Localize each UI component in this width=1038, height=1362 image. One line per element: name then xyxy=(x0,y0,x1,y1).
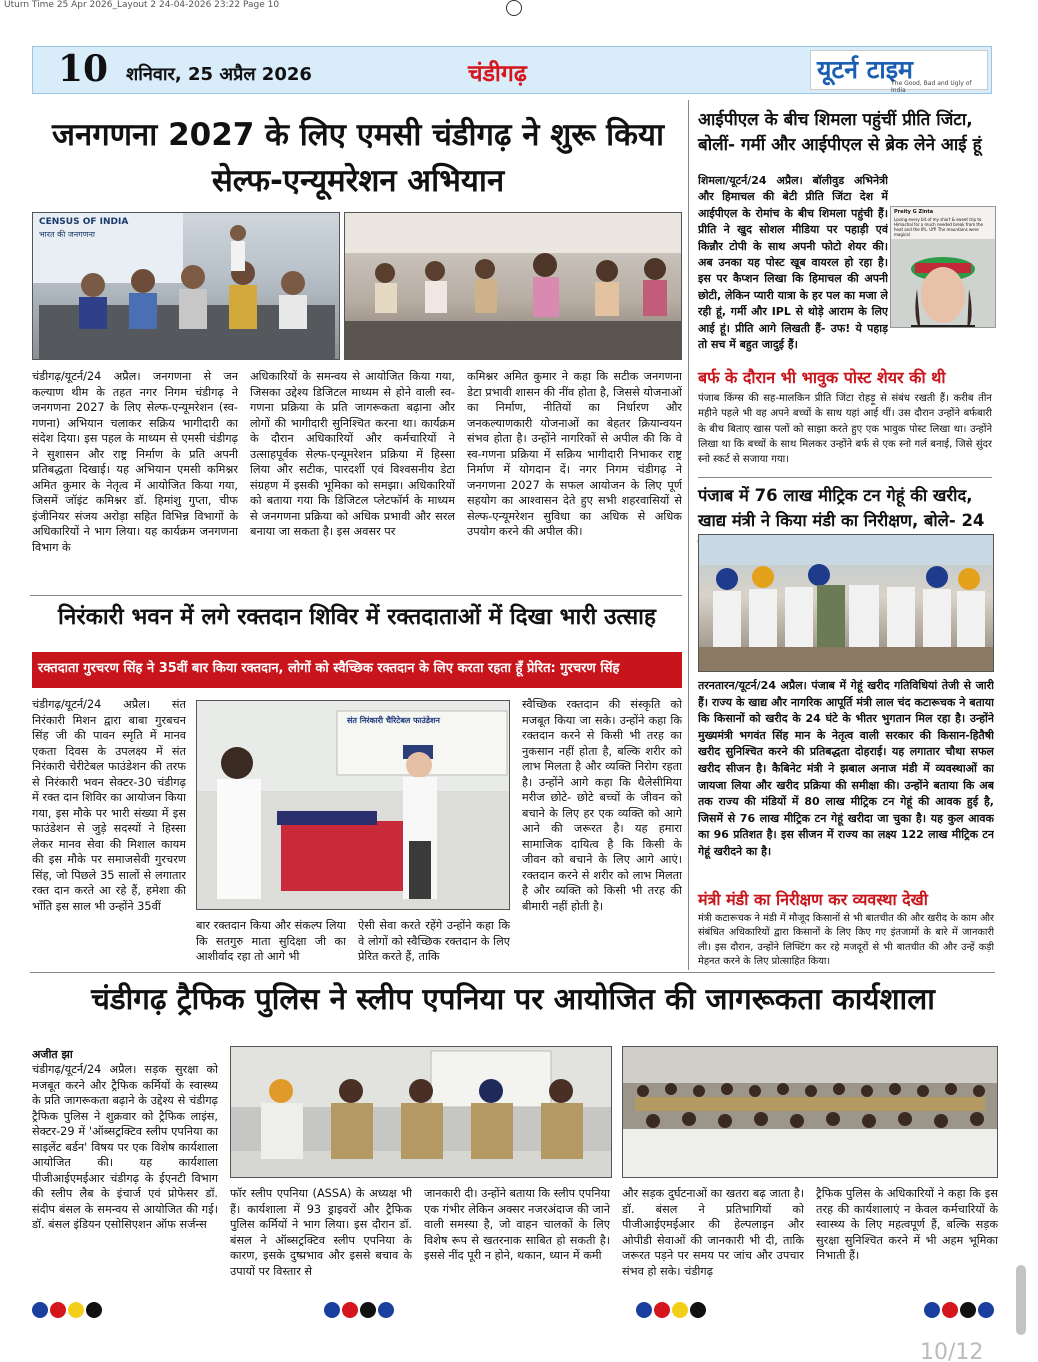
story4-col3: ऐसी सेवा करते रहेंगे उन्होंने कहा कि वे लोगों को स्वैच्छिक रक्तदान के लिए प्रेरित करते हैं, ताकि xyxy=(358,919,510,963)
registration-mark-icon xyxy=(506,0,522,16)
story5-col3: जानकारी दी। उन्होंने बताया कि स्लीप एपनिया एक गंभीर लेकिन अक्सर नजरअंदाज की जाने वाली समस्या है, जो वाहन चालकों के लिए विशेष रूप से खतरनाक साबित हो सकती है। इससे नींद पूरी न होने, थकान, ध्यान में कमी xyxy=(424,1187,610,1262)
story1-col3: कमिश्नर अमित कुमार ने कहा कि सटीक जनगणना डेटा प्रभावी शासन की नींव होता है, जिससे योजनाओं का निर्माण, नीतियों का निर्धारण और जनकल्याणकारी योजनाओं का बेहतर क्रियान्वयन संभव होता है। उन्होंने नागरिकों से अपील की कि वे स्व-गणना प्रक्रिया में सक्रिय भागीदारी निभाकर राष्ट्र निर्माण में योगदान दें। नगर निगम चंडीगढ़ ने जनगणना 2027 के सफल आयोजन के लिए पूर्ण सहयोग का आश्वासन देते हुए सभी शहरवासियों से सेल्फ-एन्यूमरेशन सुविधा का अधिक से अधिक उपयोग करने की अपील की। xyxy=(467,370,682,538)
census-banner-hi: भारत की जनगणना xyxy=(39,230,96,239)
photo-banner-text: संत निरंकारी चैरिटेबल फाउंडेशन xyxy=(347,716,440,725)
story3-body: तरनतारन/यूटर्न/24 अप्रैल। पंजाब में गेहूं खरीद गतिविधियां तेजी से जारी हैं। राज्य के खाद्य और नागरिक आपूर्ति मंत्री लाल चंद कटारूचक ने बताया कि किसानों को खरीद के 24 घंटे के भीतर भुगतान मिल रहा है। उन्होंने मुख्यमंत्री भगवंत सिंह मान के नेतृत्व वाली सरकार की किसान-हितैषी खरीद सुनिश्चित करने की प्रतिबद्धता दोहराई। यह लगातार चौथा सफल खरीद सीजन है। कैबिनेट मंत्री ने झबाल अनाज मंडी में व्यवस्थाओं का जायजा लिया और खरीद प्रक्रिया की समीक्षा की। उन्होंने बताया कि अब तक राज्य की मंडियों में 80 लाख मीट्रिक टन गेहूं की आवक हुई है, जिसमें से 76 लाख मीट्रिक टन गेहूं खरीदा जा चुका है। यह कुल आवक का 96 प्रतिशत है। इस सीजन में राज्य का लक्ष्य 122 लाख मीट्रिक टन गेहूं खरीदने का है। xyxy=(698,679,994,858)
page-date: शनिवार, 25 अप्रैल 2026 xyxy=(126,64,312,85)
story5-col5: ट्रैफिक पुलिस के अधिकारियों ने कहा कि इस तरह की कार्यशालाएं न केवल कर्मचारियों के स्वास्थ्य के लिए महत्वपूर्ण हैं, बल्कि सड़क सुरक्षा सुनिश्चित करने में भी अहम भूमिका निभाती हैं। xyxy=(816,1187,998,1262)
story2-subhead: बर्फ के दौरान भी भावुक पोस्ट शेयर की थी xyxy=(698,368,946,387)
story5-col4: और सड़क दुर्घटनाओं का खतरा बढ़ जाता है। डॉ. बंसल ने प्रतिभागियों को पीजीआईएमईआर की हेल्पलाइन और ओपीडी सेवाओं की जानकारी भी दी, ताकि जरूरत पड़ने पर समय पर जांच और उपचार संभव हो सके। चंडीगढ़ xyxy=(622,1187,804,1278)
story1-photo-right xyxy=(344,212,682,360)
story5-photo-right xyxy=(622,1046,998,1178)
print-slug: Uturn Time 25 Apr 2026_Layout 2 24-04-2026 23:22 Page 10 xyxy=(4,0,280,10)
section-divider xyxy=(30,595,682,596)
post-caption: Loving every bit of my short & sweet trip to Himachal for a much needed break from the heat and the IPL. Uff! The mountains were magical xyxy=(894,217,983,237)
story1-photo-left xyxy=(32,212,340,360)
story3-photo xyxy=(698,534,994,672)
footer-color-dots-mid xyxy=(636,1302,708,1322)
story2-headline: आईपीएल के बीच शिमला पहुंचीं प्रीति जिंटा, बोलीं- गर्मी और आईपीएल से ब्रेक लेने आई हूं xyxy=(698,110,982,155)
story4-photo xyxy=(196,700,510,910)
story4-headline: निरंकारी भवन में लगे रक्तदान शिविर में रक्तदाताओं में दिखा भारी उत्साह xyxy=(58,604,656,630)
story3-subhead: मंत्री मंडी का निरीक्षण कर व्यवस्था देखी xyxy=(698,890,928,909)
preity-photo xyxy=(891,239,995,328)
story5-col1: चंडीगढ़/यूटर्न/24 अप्रैल। सड़क सुरक्षा को मजबूत करने और ट्रैफिक कर्मियों के स्वास्थ्य के प्रति जागरूकता बढ़ाने के उद्देश्य से चंडीगढ़ ट्रैफिक पुलिस ने शुक्रवार को ट्रैफिक लाइंस, सेक्टर-29 में 'ऑब्सट्रक्टिव स्लीप एपनिया का साइलेंट बर्डन' विषय पर एक विशेष कार्यशाला आयोजित की। यह कार्यशाला पीजीआईएमईआर चंडीगढ़ के ईएनटी विभाग की स्लीप लैब के इंचार्ज एवं प्रोफेसर डॉ. संदीप बंसल के समन्वय से आयोजित की गई। डॉ. बंसल इंडियन एसोसिएशन ऑफ सर्जन्स xyxy=(32,1063,218,1231)
footer-color-dots-left xyxy=(32,1302,104,1322)
footer-color-dots-right xyxy=(924,1302,996,1322)
story5-byline: अजीत झा xyxy=(32,1048,73,1061)
masthead-logo xyxy=(810,50,988,94)
section-divider xyxy=(30,972,995,973)
column-divider xyxy=(688,100,689,970)
post-username: Preity G Zinta xyxy=(894,209,934,215)
story4-col1: चंडीगढ़/यूटर्न/24 अप्रैल। संत निरंकारी मिशन द्वारा बाबा गुरबचन सिंह जी की पावन स्मृति में मानव एकता दिवस के उपलक्ष्य में संत निरंकारी चेरीटेबल फाउंडेशन की तरफ से निरंकारी भवन सेक्टर-30 चंडीगढ़ में रक्त दान शिविर का आयोजन किया गया, इस मौके पर भारी संख्या में इस फाउंडेशन से जुड़े सदस्यों ने हिस्सा लेकर मानव सेवा की मिशाल कायम की इस मौके पर समाजसेवी गुरचरण सिंह, जो पिछले 35 सालों से लगातार रक्त दान करते आ रहे हैं, हमेशा की भाँति इस साल भी उन्होंने 35वीं xyxy=(32,698,186,913)
section-divider xyxy=(698,477,992,478)
story5-headline: चंडीगढ़ ट्रैफिक पुलिस ने स्लीप एपनिया पर आयोजित की जागरूकता कार्यशाला xyxy=(91,982,935,1016)
story2-body: शिमला/यूटर्न/24 अप्रैल। बॉलीवुड अभिनेत्री और हिमाचल की बेटी प्रीति जिंटा देश में आईपीएल के रोमांच के बीच शिमला पहुंची हैं। प्रीति ने खुद सोशल मीडिया पर पहाड़ी एवं किन्नौर टोपी के साथ अपनी फोटो शेयर की। अब उनका यह पोस्ट खूब वायरल हो रहा है। इस पर कैप्शन लिखा कि हिमाचल की अपनी छोटी, लेकिन प्यारी यात्रा के हर पल का मजा ले रही हूं, गर्मी और IPL से थोड़े आराम के लिए आई हूं। प्रीति आगे लिखती हैं- उफ! ये पहाड़ तो सच में बहुत जादुई हैं। xyxy=(698,174,888,352)
story1-headline: जनगणना 2027 के लिए एमसी चंडीगढ़ ने शुरू किया सेल्फ-एन्यूमरेशन अभियान xyxy=(51,117,664,199)
story3-headline: पंजाब में 76 लाख मीट्रिक टन गेहूं की खरीद, खाद्य मंत्री ने किया मंडी का निरीक्षण, बोले- 24 xyxy=(698,486,985,530)
story5-photo-left xyxy=(230,1046,612,1178)
scrollbar-thumb[interactable] xyxy=(1016,1265,1026,1335)
story4-col2: बार रक्तदान किया और संकल्प लिया कि सतगुरु माता सुदिक्षा जी का आशीर्वाद रहा तो आगे भी xyxy=(196,919,346,963)
footer-color-dots-center xyxy=(324,1302,396,1322)
story1-col1: चंडीगढ़/यूटर्न/24 अप्रैल। जनगणना से जन कल्याण थीम के तहत नगर निगम चंडीगढ़ ने जनगणना 2027 के लिए सेल्फ-एन्यूमरेशन (स्व-गणना) अभियान चलाकर सक्रिय भागीदारी का संदेश दिया। इस पहल के माध्यम से एमसी चंडीगढ़ ने सुशासन और राष्ट्र निर्माण के प्रति अपनी प्रतिबद्धता दिखाई। यह अभियान एमसी कमिश्नर अमित कुमार के नेतृत्व में आयोजित किया गया, जिसमें जॉइंट कमिश्नर डॉ. हिमांशु गुप्ता, चीफ इंजीनियर संजय अरोड़ा सहित विभिन्न विभागों के अधिकारियों ने भाग लिया। यह कार्यक्रम जनगणना विभाग के xyxy=(32,370,238,554)
story1-col2: अधिकारियों के समन्वय से आयोजित किया गया, जिसका उद्देश्य डिजिटल माध्यम से होने वाली स्व-गणना प्रक्रिया के प्रति जागरूकता बढ़ाना और लोगों की भागीदारी सुनिश्चित करना था। कार्यक्रम के दौरान अधिकारियों और कर्मचारियों ने उत्साहपूर्वक सेल्फ-एन्यूमरेशन प्रक्रिया में हिस्सा लिया और सटीक, पारदर्शी एवं विश्वसनीय डेटा संग्रहण में इसकी भूमिका को समझा। अधिकारियों को बताया गया कि डिजिटल प्लेटफॉर्म के माध्यम से जनगणना प्रक्रिया को अधिक प्रभावी और सरल बनाया जा सकता है। इस अवसर पर xyxy=(250,370,455,538)
story4-col4: स्वैच्छिक रक्तदान की संस्कृति को मजबूत किया जा सके। उन्होंने कहा कि रक्तदान करने से किसी भी तरह का नुकसान नहीं होता है, बल्कि शरीर को लाभ मिलता है और व्यक्ति निरोग रहता है। उन्होंने आगे कहा कि थैलेसीमिया मरीज छोटे- छोटे बच्चों के जीवन को बचाने के लिए हर एक व्यक्ति को आगे आने की जरूरत है। यह हमारा सामाजिक दायित्व है कि किसी के जीवन को बचाने के लिए आगे आएं। रक्तदान करने से शरीर को लाभ मिलता है और व्यक्ति को किसी भी तरह की बीमारी नहीं होती है। xyxy=(522,698,682,913)
story4-redbar: रक्तदाता गुरचरण सिंह ने 35वीं बार किया रक्तदान, लोगों को स्वैच्छिक रक्तदान के लिए करता रहता हूँ प्रेरित: गुरचरण सिंह xyxy=(32,652,682,688)
page-section-city: चंडीगढ़ xyxy=(468,61,527,87)
story5-col2: फॉर स्लीप एपनिया (ASSA) के अध्यक्ष भी हैं। कार्यशाला में 93 ड्राइवरों और ट्रैफिक पुलिस कर्मियों ने भाग लिया। इस दौरान डॉ. बंसल ने ऑब्सट्रक्टिव स्लीप एपनिया के कारण, इसके दुष्प्रभाव और इससे बचाव के उपायों पर विस्तार से xyxy=(230,1187,412,1278)
story3-body2: मंत्री कटारूचक ने मंडी में मौजूद किसानों से भी बातचीत की और खरीद के काम और संबंधित अधिकारियों द्वारा किसानों के लिए किए गए इंतजामों के बारे में जानकारी ली। इस दौरान, उन्होंने लिफ्टिंग कर रहे मजदूरों से भी बातचीत की और उन्हें कड़ी मेहनत करने के लिए प्रोत्साहित किया। xyxy=(698,913,994,968)
instagram-post-photo xyxy=(890,206,996,328)
page-marker: 10/12 xyxy=(920,1340,984,1362)
logo-text: यूटर्न टाइम xyxy=(817,55,913,84)
census-banner: CENSUS OF INDIA xyxy=(39,217,129,227)
story2-body2: पंजाब किंग्स की सह-मालकिन प्रीति जिंटा रोहड़ू से संबंध रखती हैं। करीब तीन महीने पहले भी वह अपने बच्चों के साथ यहां आई थीं। उस दौरान उन्होंने बर्फबारी के बीच बिताए खास पलों को साझा करते हुए एक भावुक पोस्ट लिखा था। उन्होंने लिखा था कि बच्चों के साथ मिलकर उन्होंने बर्फ से एक स्नो गर्ल बनाई, जिसे सुंदर स्नो स्कर्ट से सजाया गया। xyxy=(698,393,992,466)
logo-tagline: The Good, Bad and Ugly of India xyxy=(891,80,972,94)
page-number: 10 xyxy=(58,48,109,90)
